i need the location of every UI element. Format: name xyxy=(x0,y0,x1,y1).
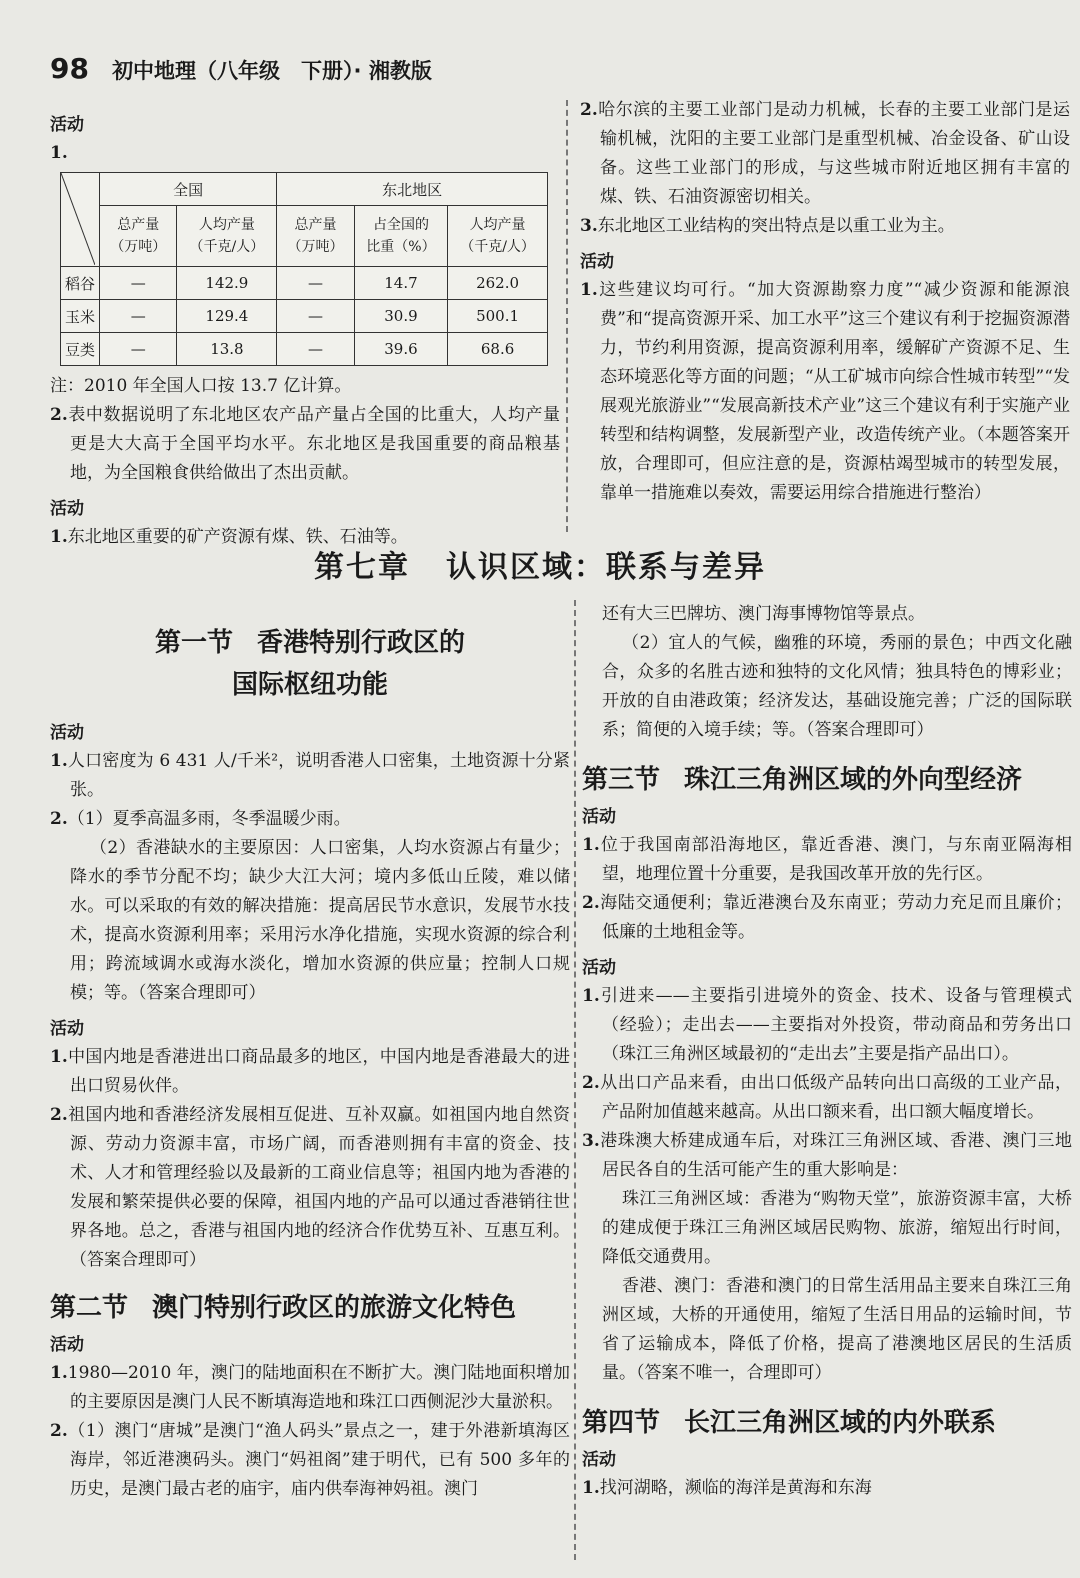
answer-item: 1.位于我国南部沿海地区，靠近香港、澳门，与东南亚隔海相望，地理位置十分重要，是我国改革开放的先行区。 xyxy=(582,835,1072,884)
table-row: 稻谷 — 142.9 — 14.7 262.0 xyxy=(61,267,548,300)
subheader-national-total: 总产量 （万吨） xyxy=(100,206,177,267)
answer-item: 2.从出口产品来看，由出口低级产品转向出口高级的工业产品，产品附加值越来越高。从出口额来看，出口额大幅度增长。 xyxy=(582,1073,1072,1122)
section-1-heading: 第一节 香港特别行政区的 国际枢纽功能 xyxy=(154,628,466,700)
section-3-heading: 第三节 珠江三角洲区域的外向型经济 xyxy=(582,765,1023,795)
page-header xyxy=(50,52,432,85)
answer-subitem: 珠江三角洲区域：香港为“购物天堂”，旅游资源丰富，大桥的建成便于珠江三角洲区域居民购物、旅游，缩短出行时间，降低交通费用。 xyxy=(602,1189,1072,1267)
table-row: 豆类 — 13.8 — 39.6 68.6 xyxy=(61,333,548,366)
answer-item: 3.港珠澳大桥建成通车后，对珠江三角洲区域、香港、澳门三地居民各自的生活可能产生的重大影响是： xyxy=(582,1131,1072,1180)
header-national: 全国 xyxy=(100,173,277,206)
table-row: 玉米 — 129.4 — 30.9 500.1 xyxy=(61,300,548,333)
activity-label: 活动 xyxy=(50,723,84,743)
activity-label: 活动 xyxy=(582,958,616,978)
diagonal-line xyxy=(61,173,95,265)
subheader-national-percap: 人均产量 （千克/人） xyxy=(177,206,277,267)
top-right-column xyxy=(580,96,1070,508)
answer-subitem: （2）香港缺水的主要原因：人口密集，人均水资源占有量少；降水的季节分配不均；缺少大江大河；境内多低山丘陵，难以储水。可以采取的有效的解决措施：提高居民节水意识，发展节水技术，提高水资源利用率；采用污水净化措施，实现水资源的综合利用；跨流域调水或海水淡化，增加水资源的供应量；控制人口规模；等。（答案合理即可） xyxy=(70,838,570,1003)
answer-item: 2.海陆交通便利；靠近港澳台及东南亚；劳动力充足而且廉价；低廉的土地租金等。 xyxy=(582,893,1072,942)
activity-label: 活动 xyxy=(582,807,616,827)
answer-item: 2.（1）夏季高温多雨，冬季温暖少雨。 xyxy=(50,809,351,829)
grain-production-table xyxy=(60,172,548,366)
answer-subitem: 香港、澳门：香港和澳门的日常生活用品主要来自珠江三角洲区域，大桥的开通使用，缩短了生活日用品的运输时间，节省了运输成本，降低了价格，提高了港澳地区居民的生活质量。（答案不唯一，合理即可） xyxy=(602,1276,1072,1383)
item-number: 1. xyxy=(50,143,68,163)
column-divider-top xyxy=(566,100,568,532)
continued-text: 还有大三巴牌坊、澳门海事博物馆等景点。 xyxy=(602,604,925,624)
section-4-heading: 第四节 长江三角洲区域的内外联系 xyxy=(582,1408,997,1438)
answer-item: 2.（1）澳门“唐城”是澳门“渔人码头”景点之一，建于外港新填海区海岸，邻近港澳码头。澳门“妈祖阁”建于明代，已有 500 多年的历史，是澳门最古老的庙宇，庙内供奉海神妈祖。澳门 xyxy=(50,1421,570,1499)
activity-label: 活动 xyxy=(580,252,614,272)
activity-label: 活动 xyxy=(50,115,84,135)
answer-item: 1.这些建议均可行。“加大资源勘察力度”“减少资源和能源浪费”和“提高资源开采、加工水平”这三个建议有利于挖掘资源潜力，节约利用资源，提高资源利用率，缓解矿产资源不足、生态环境恶化等方面的问题；“从工矿城市向综合性城市转型”“发展观光旅游业”“发展高新技术产业”这三个建议有利于实施产业转型和结构调整，发展新型产业，改造传统产业。（本题答案开放，合理即可，但应注意的是，资源枯竭型城市的转型发展，靠单一措施难以奏效，需要运用综合措施进行整治） xyxy=(580,280,1070,503)
answer-item: 1.引进来——主要指引进境外的资金、技术、设备与管理模式（经验）；走出去——主要指对外投资，带动商品和劳务出口（珠江三角洲区域最初的“走出去”主要是指产品出口）。 xyxy=(582,986,1072,1064)
answer-item: 1.中国内地是香港进出口商品最多的地区，中国内地是香港最大的进出口贸易伙伴。 xyxy=(50,1047,570,1096)
subheader-ne-share: 占全国的 比重（%） xyxy=(354,206,447,267)
answer-item: 1.人口密度为 6 431 人/千米²，说明香港人口密集，土地资源十分紧张。 xyxy=(50,751,570,800)
bottom-right-column xyxy=(582,600,1072,1503)
answer-subitem: （2）宜人的气候，幽雅的环境，秀丽的景色；中西文化融合，众多的名胜古迹和独特的文化风情；独具特色的博彩业；开放的自由港政策；经济发达，基础设施完善；广泛的国际联系；简便的入境手续；等。（答案合理即可） xyxy=(602,633,1072,740)
subheader-ne-percap: 人均产量 （千克/人） xyxy=(448,206,548,267)
table-corner-cell xyxy=(61,173,100,267)
answer-item: 2.哈尔滨的主要工业部门是动力机械，长春的主要工业部门是运输机械，沈阳的主要工业部门是重型机械、冶金设备、矿山设备。这些工业部门的形成，与这些城市附近地区拥有丰富的煤、铁、石油资源密切相关。 xyxy=(580,100,1070,207)
answer-item: 1.找河湖略，濒临的海洋是黄海和东海 xyxy=(582,1478,872,1498)
subheader-ne-total: 总产量 （万吨） xyxy=(277,206,354,267)
book-title: 初中地理（八年级 下册）· 湘教版 xyxy=(112,59,432,83)
activity-label: 活动 xyxy=(50,499,84,519)
page-number: 98 xyxy=(50,52,89,85)
column-divider-bottom xyxy=(574,600,576,1560)
answer-item: 2.表中数据说明了东北地区农产品产量占全国的比重大，人均产量更是大大高于全国平均水平。东北地区是我国重要的商品粮基地，为全国粮食供给做出了杰出贡献。 xyxy=(50,405,560,483)
answer-item: 1.东北地区重要的矿产资源有煤、铁、石油等。 xyxy=(50,527,408,547)
top-left-column xyxy=(50,104,560,552)
answer-item: 1.1980—2010 年，澳门的陆地面积在不断扩大。澳门陆地面积增加的主要原因是澳门人民不断填海造地和珠江口西侧泥沙大量淤积。 xyxy=(50,1363,570,1412)
activity-label: 活动 xyxy=(50,1335,84,1355)
header-northeast: 东北地区 xyxy=(277,173,548,206)
answer-item: 3.东北地区工业结构的突出特点是以重工业为主。 xyxy=(580,216,955,236)
activity-label: 活动 xyxy=(50,1019,84,1039)
table-note: 注：2010 年全国人口按 13.7 亿计算。 xyxy=(50,376,352,396)
activity-label: 活动 xyxy=(582,1450,616,1470)
chapter-heading: 第七章 认识区域：联系与差异 xyxy=(314,550,766,585)
section-2-heading: 第二节 澳门特别行政区的旅游文化特色 xyxy=(50,1293,517,1323)
answer-item: 2.祖国内地和香港经济发展相互促进、互补双赢。如祖国内地自然资源、劳动力资源丰富，市场广阔，而香港则拥有丰富的资金、技术、人才和管理经验以及最新的工商业信息等；祖国内地为香港的发展和繁荣提供必要的保障，祖国内地的产品可以通过香港销往世界各地。总之，香港与祖国内地的经济合作优势互补、互惠互利。（答案合理即可） xyxy=(50,1105,570,1270)
bottom-left-column xyxy=(50,600,570,1504)
